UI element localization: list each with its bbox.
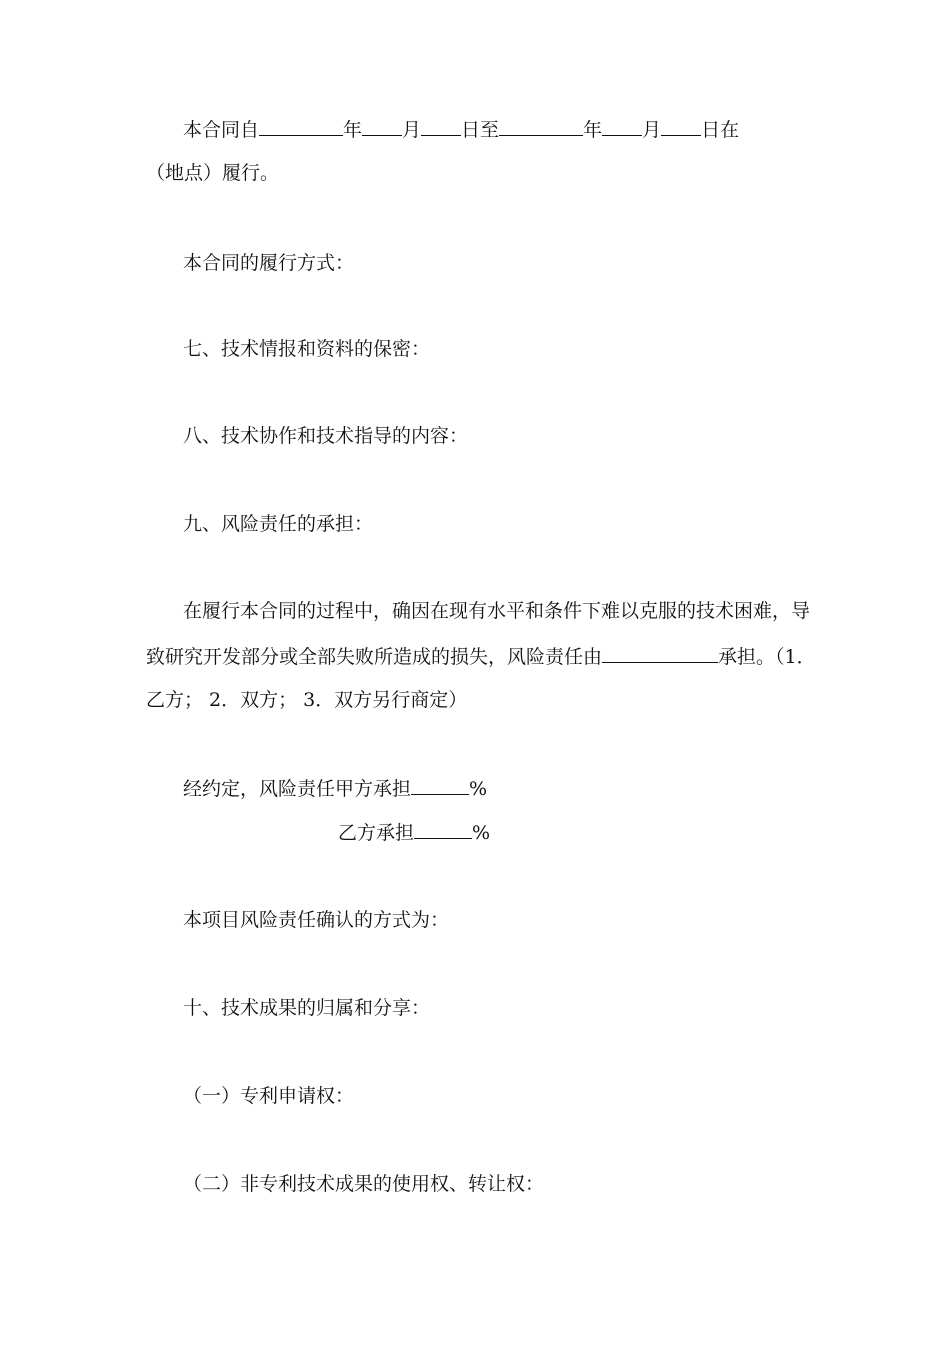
start-year-blank[interactable] [259, 117, 343, 136]
section-10-heading: 十、技术成果的归属和分享： [183, 997, 431, 1019]
non-patent-rights-line: （二）非专利技术成果的使用权、转让权： [183, 1173, 545, 1195]
end-day-blank[interactable] [661, 117, 701, 136]
risk-bearer-blank[interactable] [602, 644, 718, 663]
party-b-risk-share-line [338, 820, 490, 845]
performance-method-line: 本合同的履行方式： [183, 252, 355, 274]
text: 日在 [701, 119, 740, 141]
text: 承担。（1． [718, 646, 816, 668]
location-line: （地点）履行。 [146, 162, 280, 184]
end-year-blank[interactable] [499, 117, 583, 136]
text: 致研究开发部分或全部失败所造成的损失，风险责任由 [146, 646, 603, 668]
text: 日至 [461, 119, 500, 141]
text: 年 [583, 119, 603, 141]
text: 月 [642, 119, 662, 141]
text: 乙方承担 [338, 822, 415, 844]
risk-confirmation-line: 本项目风险责任确认的方式为： [183, 909, 450, 931]
party-b-percent-blank[interactable] [414, 820, 472, 839]
text: 经约定，风险责任甲方承担 [183, 778, 412, 800]
text: 年 [343, 119, 363, 141]
start-day-blank[interactable] [421, 117, 461, 136]
section-7-heading: 七、技术情报和资料的保密： [183, 338, 431, 360]
section-8-heading: 八、技术协作和技术指导的内容： [183, 425, 469, 447]
text: 本合同自 [183, 119, 260, 141]
section-9-heading: 九、风险责任的承担： [183, 513, 374, 535]
risk-paragraph-line-1: 在履行本合同的过程中，确因在现有水平和条件下难以克服的技术困难，导 [183, 600, 811, 622]
text: 月 [402, 119, 422, 141]
risk-paragraph-line-2 [146, 644, 816, 669]
patent-application-right-line: （一）专利申请权： [183, 1085, 355, 1107]
party-a-percent-blank[interactable] [411, 776, 469, 795]
percent-sign: % [469, 778, 488, 800]
percent-sign: % [472, 822, 491, 844]
party-a-risk-share-line [183, 776, 487, 801]
risk-paragraph-line-3: 乙方； 2．双方； 3．双方另行商定） [146, 689, 468, 711]
start-month-blank[interactable] [362, 117, 402, 136]
end-month-blank[interactable] [602, 117, 642, 136]
performance-period-line [183, 117, 739, 142]
